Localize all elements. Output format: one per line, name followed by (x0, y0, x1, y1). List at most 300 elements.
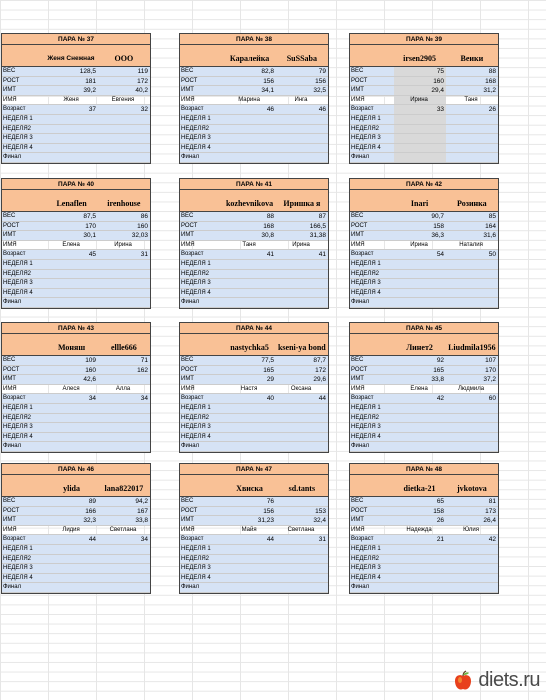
row-label: Финал (181, 299, 200, 306)
value-cell: 36,3 (431, 232, 445, 240)
row-label: НЕДЕЛЯ 3 (181, 135, 211, 142)
value-cell: 26 (436, 517, 445, 525)
row-ves (180, 497, 328, 507)
value-cell (98, 583, 150, 592)
value-cell: 160 (394, 77, 446, 86)
row-label: ИМТ (181, 376, 194, 383)
value-cell: 167 (137, 507, 148, 515)
value-cell: 45 (88, 251, 97, 259)
row-rost (180, 77, 328, 87)
value-cell: 32,5 (313, 87, 326, 95)
value-cell (446, 433, 498, 442)
value-cell (276, 564, 328, 573)
value-cell: 46 (318, 106, 326, 114)
value-cell (394, 270, 446, 279)
row-label: Финал (351, 299, 370, 306)
pair-table (179, 178, 329, 309)
value-cell (446, 555, 498, 564)
value-cell (224, 583, 276, 592)
row-imt (180, 375, 328, 385)
row-label: НЕДЕЛЯ2 (351, 414, 380, 421)
row-imya (350, 526, 498, 536)
participant-2-name: lana822017 (104, 484, 144, 493)
row-label: ИМЯ (3, 526, 17, 533)
row-label: РОСТ (181, 507, 198, 514)
row-label: НЕДЕЛЯ 3 (351, 424, 381, 431)
value-cell (224, 564, 276, 573)
value-cell: 181 (85, 77, 97, 85)
row-w4 (350, 574, 498, 584)
row-label: Финал (351, 154, 370, 161)
value-cell (46, 260, 98, 269)
row-imya (180, 96, 328, 106)
row-ves (350, 212, 498, 222)
value-cell: 156 (315, 77, 326, 85)
row-label: ИМЯ (3, 241, 17, 248)
value-cell (394, 404, 446, 413)
participant-1-name: kozhevnikova (225, 199, 274, 208)
row-label: Возраст (181, 251, 204, 258)
row-label: ИМТ (3, 232, 16, 239)
value-cell: 156 (263, 507, 275, 515)
participant-2-name: irenhouse (107, 199, 141, 208)
participant-1-name: nastychka5 (230, 343, 269, 352)
row-final (180, 298, 328, 308)
value-cell: Настя (240, 385, 258, 392)
row-label: Возраст (181, 395, 204, 402)
value-cell (394, 564, 446, 573)
pair-title: ПАРА № 37 (1, 33, 151, 45)
value-cell: 30,1 (83, 232, 97, 240)
participant-1-name: Inari (410, 199, 429, 208)
pair-rows (1, 356, 151, 453)
value-cell (224, 414, 276, 423)
value-cell: 33,8 (135, 517, 148, 525)
row-label: НЕДЕЛЯ 4 (351, 433, 381, 440)
value-cell: 77,5 (261, 357, 275, 364)
value-cell (46, 433, 98, 442)
pair-table (179, 463, 329, 594)
value-cell (394, 153, 446, 162)
value-cell: 34 (140, 536, 148, 544)
pair-table (1, 33, 151, 164)
row-w3 (350, 423, 498, 433)
value-cell: 40,2 (135, 87, 148, 95)
row-final (350, 153, 498, 163)
row-vozrast (350, 535, 498, 545)
row-final (2, 583, 150, 593)
row-label: НЕДЕЛЯ 4 (181, 144, 211, 151)
row-ves (350, 67, 498, 77)
value-cell (446, 574, 498, 583)
row-w4 (180, 144, 328, 154)
value-cell: 29 (266, 376, 275, 384)
row-w3 (180, 279, 328, 289)
row-w4 (2, 289, 150, 299)
row-label: НЕДЕЛЯ 4 (3, 144, 33, 151)
row-vozrast (2, 394, 150, 404)
value-cell (98, 260, 150, 269)
value-cell (446, 279, 498, 288)
value-cell (394, 555, 446, 564)
row-vozrast (180, 535, 328, 545)
row-label: НЕДЕЛЯ 3 (3, 280, 33, 287)
pair-rows (179, 212, 329, 309)
row-vozrast (180, 105, 328, 115)
participant-1-name: Хвиска (236, 484, 263, 493)
row-label: РОСТ (3, 507, 20, 514)
row-label: НЕДЕЛЯ 1 (351, 260, 381, 267)
value-cell: 165 (263, 366, 275, 374)
value-cell: Евгения (111, 96, 135, 103)
value-cell: 31 (140, 251, 148, 259)
value-cell (276, 115, 328, 124)
row-w3 (2, 423, 150, 433)
row-label: ИМТ (351, 232, 364, 239)
value-cell: Таня (464, 96, 478, 103)
row-w4 (2, 574, 150, 584)
participant-1-name: dietka-21 (403, 484, 436, 493)
row-w1 (2, 260, 150, 270)
value-cell: 82,8 (261, 68, 275, 75)
value-cell (46, 134, 98, 143)
participant-1-name: irsen2905 (403, 54, 436, 63)
pair-title: ПАРА № 43 (1, 322, 151, 334)
row-label: Возраст (3, 251, 26, 258)
value-cell: 39,2 (83, 87, 97, 95)
value-cell (46, 298, 98, 307)
value-cell (276, 583, 328, 592)
row-label: ВЕС (3, 213, 16, 219)
row-label: НЕДЕЛЯ 1 (3, 404, 33, 411)
value-cell: 33,8 (431, 376, 445, 384)
value-cell (98, 289, 150, 298)
value-cell (276, 153, 328, 162)
value-cell (446, 423, 498, 432)
row-label: НЕДЕЛЯ 1 (351, 115, 381, 122)
value-cell: 90,7 (431, 213, 445, 220)
row-ves (2, 212, 150, 222)
row-vozrast (180, 394, 328, 404)
pair-rows (179, 67, 329, 164)
row-w1 (2, 115, 150, 125)
value-cell: 44 (266, 536, 275, 544)
value-cell: 160 (85, 366, 97, 374)
row-imt (180, 231, 328, 241)
value-cell (394, 574, 446, 583)
value-cell: 170 (85, 222, 97, 230)
value-cell (224, 125, 276, 134)
value-cell (46, 564, 98, 573)
value-cell: 34 (140, 395, 148, 403)
value-cell (394, 144, 446, 153)
value-cell (98, 433, 150, 442)
value-cell (46, 555, 98, 564)
value-cell (394, 583, 446, 592)
value-cell (46, 574, 98, 583)
row-imya (2, 526, 150, 536)
row-ves (180, 356, 328, 366)
pair-title: ПАРА № 39 (349, 33, 499, 45)
row-label: НЕДЕЛЯ 1 (181, 545, 211, 552)
participant-2-name: Иришка я (283, 199, 321, 208)
value-cell (98, 153, 150, 162)
participant-2-name: sd.tants (288, 484, 316, 493)
value-cell: 162 (137, 366, 148, 374)
value-cell: 94,2 (135, 498, 148, 505)
value-cell (276, 497, 328, 506)
row-label: РОСТ (3, 366, 20, 373)
row-label: НЕДЕЛЯ 1 (181, 115, 211, 122)
value-cell: 87,7 (313, 357, 326, 364)
row-imt (2, 231, 150, 241)
row-vozrast (350, 394, 498, 404)
value-cell: Светлана (287, 526, 315, 533)
pair-table (349, 463, 499, 594)
value-cell: 33 (394, 105, 446, 114)
row-label: НЕДЕЛЯ 4 (181, 574, 211, 581)
row-label: ИМЯ (351, 241, 365, 248)
value-cell: 88 (266, 213, 275, 220)
value-cell (46, 583, 98, 592)
row-ves (180, 67, 328, 77)
value-cell (98, 414, 150, 423)
value-cell (446, 270, 498, 279)
row-label: Возраст (351, 536, 374, 543)
row-w4 (2, 433, 150, 443)
value-cell (446, 564, 498, 573)
row-label: НЕДЕЛЯ 1 (3, 545, 33, 552)
row-label: ВЕС (3, 498, 16, 504)
row-label: НЕДЕЛЯ 4 (351, 144, 381, 151)
value-cell (394, 134, 446, 143)
row-label: ИМЯ (181, 96, 195, 103)
pair-table (179, 322, 329, 453)
row-final (350, 298, 498, 308)
value-cell: 44 (318, 395, 326, 403)
participant-1-name: Линет2 (406, 343, 433, 352)
value-cell: 89 (88, 498, 97, 505)
row-imt (350, 375, 498, 385)
row-w3 (2, 134, 150, 144)
row-label: Финал (3, 154, 22, 161)
value-cell: Таня (242, 241, 256, 248)
value-cell: 29,6 (313, 376, 326, 384)
participant-1-name: Моняш (57, 343, 86, 352)
value-cell: 44 (88, 536, 97, 544)
value-cell: 164 (485, 222, 496, 230)
value-cell: 31,23 (257, 517, 275, 525)
value-cell (394, 115, 446, 124)
value-cell: Наталия (459, 241, 483, 248)
participant-2-name: Веики (460, 54, 484, 63)
value-cell (98, 564, 150, 573)
row-w4 (180, 433, 328, 443)
value-cell (394, 125, 446, 134)
value-cell (98, 375, 150, 384)
row-w1 (350, 115, 498, 125)
value-cell (276, 433, 328, 442)
pair-rows (179, 497, 329, 594)
row-imt (350, 516, 498, 526)
value-cell: 160 (137, 222, 148, 230)
pair-title: ПАРА № 46 (1, 463, 151, 475)
value-cell (224, 423, 276, 432)
row-label: РОСТ (351, 222, 368, 229)
value-cell: Ирина (410, 241, 428, 248)
row-label: ИМТ (181, 232, 194, 239)
row-w2 (180, 414, 328, 424)
row-label: НЕДЕЛЯ 4 (351, 289, 381, 296)
value-cell: 168 (263, 222, 275, 230)
row-w3 (350, 279, 498, 289)
row-label: Возраст (351, 106, 374, 113)
row-ves (350, 356, 498, 366)
value-cell (98, 404, 150, 413)
value-cell (46, 279, 98, 288)
participant-1-name: ylida (63, 484, 80, 493)
value-cell: 41 (266, 251, 275, 259)
value-cell (46, 545, 98, 554)
value-cell: Алеся (62, 385, 80, 392)
value-cell: Людмила (457, 385, 485, 392)
row-label: НЕДЕЛЯ 4 (3, 574, 33, 581)
pair-table (1, 463, 151, 594)
row-final (2, 442, 150, 452)
value-cell: Ирина (292, 241, 310, 248)
row-label: Финал (351, 443, 370, 450)
row-w3 (2, 564, 150, 574)
row-w4 (350, 289, 498, 299)
value-cell (394, 423, 446, 432)
row-label: ИМТ (351, 517, 364, 524)
value-cell: 87,5 (83, 213, 97, 220)
value-cell: 107 (485, 357, 496, 364)
value-cell (276, 423, 328, 432)
row-w3 (2, 279, 150, 289)
value-cell: 32,4 (313, 517, 326, 525)
value-cell (446, 289, 498, 298)
row-label: Возраст (351, 395, 374, 402)
row-final (2, 153, 150, 163)
value-cell: 42,6 (83, 376, 97, 384)
value-cell: Майя (241, 526, 257, 533)
pair-table (1, 322, 151, 453)
row-label: НЕДЕЛЯ 1 (351, 545, 381, 552)
participant-2-name: jvkotova (456, 484, 487, 493)
value-cell: 29,4 (394, 86, 446, 95)
row-label: РОСТ (181, 366, 198, 373)
value-cell (276, 279, 328, 288)
row-label: ИМТ (3, 87, 16, 94)
value-cell: 79 (318, 68, 326, 75)
value-cell (224, 574, 276, 583)
row-w4 (350, 433, 498, 443)
value-cell (224, 279, 276, 288)
value-cell (276, 125, 328, 134)
value-cell (276, 270, 328, 279)
value-cell: Инга (294, 96, 308, 103)
value-cell (394, 442, 446, 451)
row-final (2, 298, 150, 308)
participant-1-name: Каралейка (229, 54, 270, 63)
row-final (180, 442, 328, 452)
value-cell: 42 (436, 395, 445, 403)
value-cell: 34,1 (261, 87, 275, 95)
value-cell (446, 125, 498, 134)
row-label: Финал (181, 584, 200, 591)
value-cell (446, 115, 498, 124)
value-cell (446, 545, 498, 554)
value-cell (446, 153, 498, 162)
value-cell (98, 134, 150, 143)
value-cell (46, 289, 98, 298)
value-cell: 109 (85, 357, 97, 364)
value-cell (276, 260, 328, 269)
value-cell (276, 134, 328, 143)
row-imya (350, 385, 498, 395)
value-cell (394, 260, 446, 269)
row-label: НЕДЕЛЯ 4 (3, 433, 33, 440)
row-w3 (350, 134, 498, 144)
pair-title: ПАРА № 45 (349, 322, 499, 334)
pair-rows (349, 67, 499, 164)
value-cell: Лидия (62, 526, 80, 533)
row-label: НЕДЕЛЯ 3 (181, 424, 211, 431)
value-cell: 42 (488, 536, 496, 544)
row-w2 (350, 270, 498, 280)
pair-rows (1, 497, 151, 594)
value-cell: 32,3 (83, 517, 97, 525)
value-cell: 170 (485, 366, 496, 374)
value-cell: 172 (137, 77, 148, 85)
row-label: ИМТ (181, 517, 194, 524)
row-label: Возраст (3, 395, 26, 402)
value-cell: 31,6 (483, 232, 496, 240)
participant-names (1, 190, 151, 212)
pair-title: ПАРА № 44 (179, 322, 329, 334)
row-w3 (180, 564, 328, 574)
value-cell: 40 (266, 395, 275, 403)
row-label: НЕДЕЛЯ 1 (3, 260, 33, 267)
row-label: НЕДЕЛЯ2 (181, 414, 210, 421)
row-rost (180, 222, 328, 232)
row-final (180, 153, 328, 163)
row-label: ВЕС (181, 357, 194, 363)
row-imya (350, 241, 498, 251)
value-cell (446, 404, 498, 413)
value-cell: 26,4 (483, 517, 496, 525)
participant-names (179, 45, 329, 67)
value-cell: 31,38 (309, 232, 326, 240)
row-imt (180, 516, 328, 526)
value-cell: 119 (137, 68, 148, 75)
value-cell (276, 298, 328, 307)
pair-rows (1, 212, 151, 309)
value-cell (446, 298, 498, 307)
row-label: Финал (351, 584, 370, 591)
row-w1 (180, 404, 328, 414)
value-cell (224, 289, 276, 298)
row-w2 (2, 555, 150, 565)
row-label: НЕДЕЛЯ 3 (181, 280, 211, 287)
value-cell: 86 (140, 213, 148, 220)
value-cell: 76 (266, 498, 275, 505)
row-imya (2, 385, 150, 395)
row-imt (350, 86, 498, 96)
row-label: ИМТ (351, 87, 364, 94)
row-rost (2, 507, 150, 517)
